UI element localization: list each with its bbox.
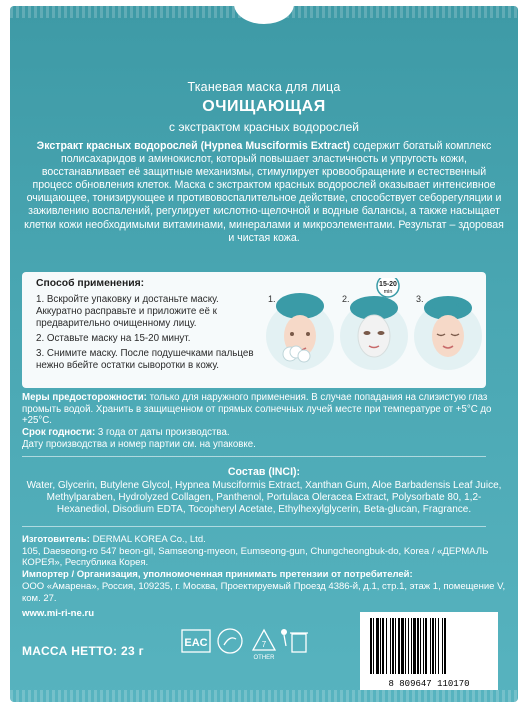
manufacturer-line — [22, 534, 506, 546]
barcode-bar — [395, 618, 396, 674]
recycle-icon — [253, 630, 275, 660]
importer-text: ООО «Амарена», Россия, 109235, г. Москва, Проектируемый Проезд 4386-й, д.1, стр.1, этаж 1, помещение V, ком. 27. — [22, 580, 506, 604]
importer-label: Импортер / Организация, уполномоченная принимать претензии от потребителей: — [22, 569, 413, 581]
barcode-bar — [425, 618, 427, 674]
usage-step: 1. Вскройте упаковку и достаньте маску. Аккуратно расправьте и приложите её к предварительно очищенному лицу. — [36, 294, 219, 329]
barcode-bars — [360, 612, 498, 690]
barcode-bar — [423, 618, 424, 674]
website: www.mi-ri-ne.ru — [22, 608, 95, 619]
product-description — [22, 140, 506, 245]
shelf-life-label: Срок годности: — [22, 427, 96, 439]
usage-illustration — [266, 278, 482, 384]
timer-value: 15-20 — [379, 281, 397, 288]
barcode-bar — [398, 618, 400, 674]
net-mass: МАССА НЕТТО: 23 г — [22, 644, 144, 658]
usage-steps — [36, 294, 262, 374]
product-subtitle: Тканевая маска для лица — [187, 80, 341, 94]
recycle-label: OTHER — [253, 655, 275, 660]
eac-mark: EAC — [184, 637, 208, 649]
seal-band-top — [10, 6, 518, 18]
divider — [22, 456, 486, 457]
usage-card — [22, 272, 486, 388]
manufacturer-label: Изготовитель: — [22, 534, 90, 545]
barcode-bar — [435, 618, 436, 674]
usage-step: 2. Оставьте маску на 15-20 минут. — [36, 332, 191, 344]
recycle-number: 7 — [261, 640, 267, 649]
divider — [22, 526, 486, 527]
eac-icon — [182, 630, 210, 652]
manufacturer-address: 105, Daeseong-ro 547 beon-gil, Samseong-myeon, Eumseong-gun, Chungcheongbuk-do, Korea / «ДЕРМАЛЬ КОРЕЯ», Республика Корея. — [22, 545, 489, 569]
warnings-block — [22, 392, 506, 451]
barcode-bar — [430, 618, 431, 674]
certification-icons — [180, 624, 320, 660]
seal-band-bottom — [10, 690, 518, 702]
step-2-number: 2. — [342, 294, 350, 304]
precaution-label: Меры предосторожности: — [22, 392, 147, 403]
step-3-number: 3. — [416, 294, 424, 304]
barcode-bar — [392, 618, 394, 674]
barcode-bar — [405, 618, 406, 674]
barcode — [360, 612, 498, 690]
inci-heading: Состав (INCI): — [227, 466, 301, 478]
step-1-number: 1. — [268, 294, 276, 304]
barcode-bar — [373, 618, 374, 674]
precaution-line — [22, 392, 506, 427]
barcode-bar — [380, 618, 381, 674]
inci-text: Water, Glycerin, Butylene Glycol, Hypnea Musciformis Extract, Xanthan Gum, Aloe Barbadensis Leaf Juice, Methylparaben, Hydrolyzed Collagen, Panthenol, Portulaca Oleracea Extract, Polysorbate 80, 1,2-Hexanediol, Disodium EDTA, Tocopheryl Acetate, Ethylhexylglycerin, Beta-glucan, Fragrance. — [26, 480, 502, 516]
date-note: Дату производства и номер партии см. на упаковке. — [22, 438, 256, 450]
barcode-bar — [390, 618, 391, 674]
barcode-bar — [444, 618, 446, 674]
description-result: Результат – здоровая и чистая кожа. — [228, 218, 504, 244]
barcode-bar — [408, 618, 409, 674]
barcode-bar — [382, 618, 384, 674]
step-3-illustration — [414, 294, 482, 370]
shelf-life-text: 3 года от даты производства. — [95, 427, 230, 439]
barcode-bar — [438, 618, 439, 674]
barcode-bar — [420, 618, 421, 674]
timer-unit: min — [383, 289, 393, 295]
barcode-bar — [411, 618, 412, 674]
barcode-bar — [401, 618, 404, 674]
barcode-bar — [376, 618, 379, 674]
step-2-illustration — [340, 278, 408, 370]
barcode-digits: 8 809647 110170 — [388, 679, 470, 689]
description-lead: Экстракт красных водорослей (Hypnea Musciformis Extract) — [36, 140, 351, 152]
barcode-bar — [417, 618, 419, 674]
dermatology-tested-icon — [218, 629, 242, 653]
barcode-bar — [413, 618, 416, 674]
barcode-bar — [386, 618, 387, 674]
barcode-bar — [442, 618, 443, 674]
product-subtitle-2: с экстрактом красных водорослей — [169, 120, 359, 134]
manufacturer-name: DERMAL KOREA Co., Ltd. — [89, 534, 206, 545]
bin-icon — [281, 629, 308, 652]
product-title: ОЧИЩАЮЩАЯ — [202, 98, 326, 115]
step-1-illustration — [266, 293, 334, 370]
usage-heading: Способ применения: — [36, 278, 145, 289]
description-text: содержит богатый комплекс полисахаридов и аминокислот, который повышает эластичность и упругость кожи, восстанавливает её защитные механизмы, стимулирует кровообращение и естественный процесс обновления клеток. Маска с экстрактом красных водорослей оказывает интенсивное очищающее, тонизирующее и противовоспалительное действие, способствует себорегуляции и заживлению воспалений, регулирует кислотно-щелочной и водные балансы, а также насыщает клетки кожи необходимыми витаминами, минералами и микроэлементами. — [24, 140, 502, 231]
manufacturer-block — [22, 534, 506, 604]
shelf-life-line — [22, 427, 506, 439]
barcode-bar — [370, 618, 372, 674]
usage-step: 3. Снимите маску. После подушечками пальцев нежно вбейте остатки сыворотки в кожу. — [36, 347, 254, 371]
barcode-bar — [432, 618, 434, 674]
precaution-text: только для наружного применения. В случае попадания на слизистую глаз промыть водой. Хранить в защищенном от прямых солнечных лучей месте при температуре от +5°С до +25°С. — [22, 392, 492, 427]
